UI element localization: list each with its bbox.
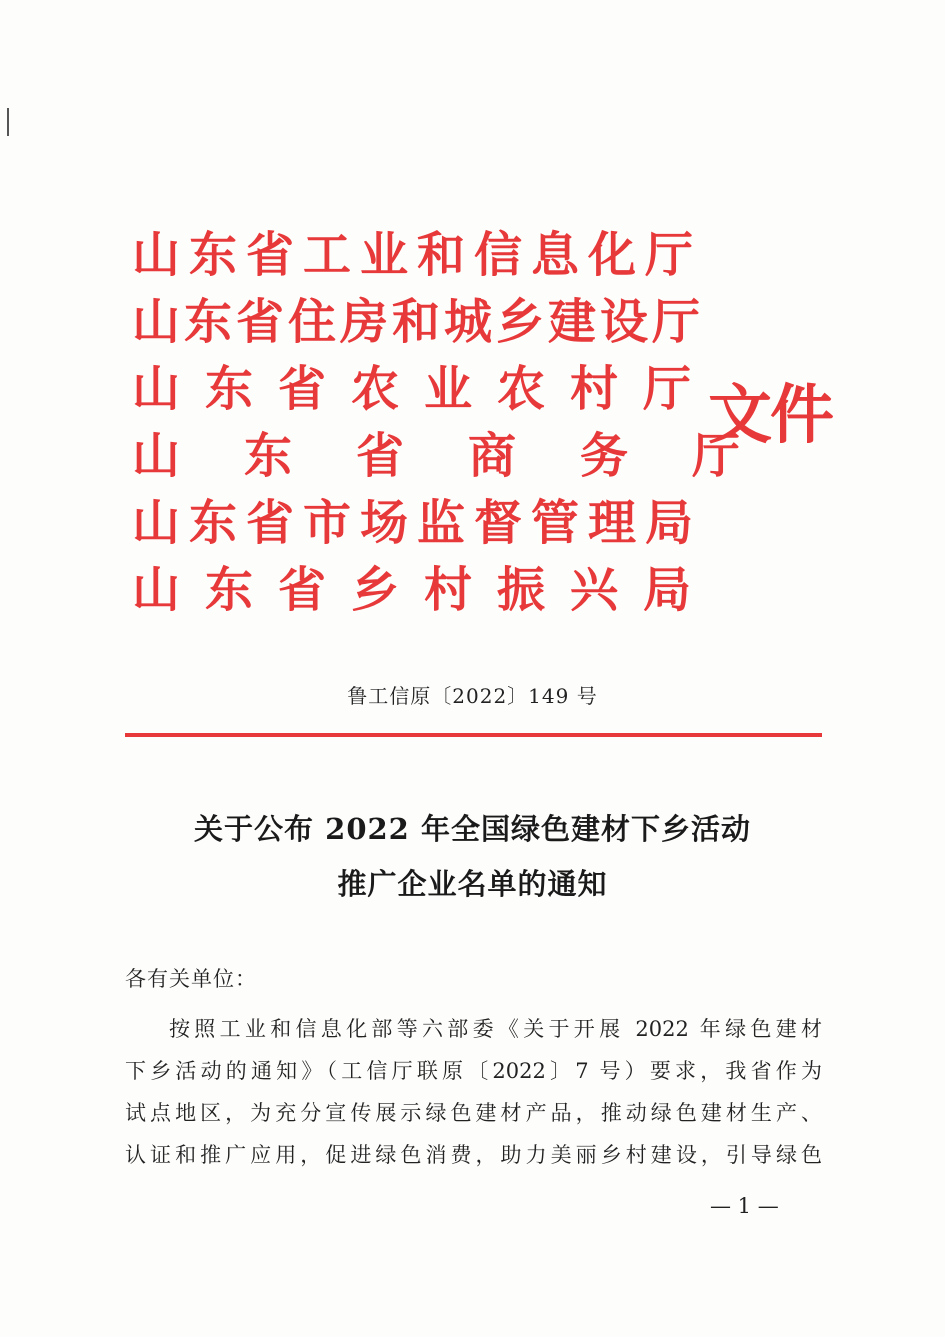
issuer-text: 山东省工业和信息化厅 — [132, 227, 703, 283]
issuer-line — [132, 557, 717, 624]
document-suffix: 文件 — [708, 378, 832, 453]
issuer-text: 山东省农业农村厅 — [132, 361, 717, 417]
body-line: 下乡活动的通知》（工信厅联原〔2022〕7 号）要求，我省作为 — [125, 1059, 822, 1083]
issuer-line — [132, 222, 707, 289]
document-number: 鲁工信原〔2022〕149 号 — [347, 684, 598, 708]
page-number: — 1 — — [710, 1194, 779, 1218]
document-title-line-2: 推广企业名单的通知 — [337, 867, 608, 901]
issuer-text: 山东省住房和城乡建设厅 — [132, 294, 705, 350]
issuer-line — [132, 423, 805, 490]
body-line: 试点地区，为充分宣传展示绿色建材产品，推动绿色建材生产、 — [125, 1101, 822, 1125]
issuer-line — [132, 356, 717, 423]
body-paragraph — [125, 1008, 822, 1176]
issuer-line — [132, 289, 707, 356]
issuer-line — [132, 490, 707, 557]
red-divider — [125, 733, 822, 737]
salutation: 各有关单位： — [125, 967, 257, 991]
body-line: 认证和推广应用，促进绿色消费，助力美丽乡村建设，引导绿色 — [125, 1143, 822, 1167]
document-title-line-1: 关于公布 2022 年全国绿色建材下乡活动 — [194, 812, 751, 846]
issuer-text: 山东省乡村振兴局 — [132, 562, 717, 618]
issuer-text: 山东省商务厅 — [132, 428, 805, 484]
issuer-text: 山东省市场监督管理局 — [132, 495, 703, 551]
body-line: 按照工业和信息化部等六部委《关于开展 2022 年绿色建材 — [169, 1017, 822, 1041]
scan-edge-mark — [7, 108, 9, 136]
